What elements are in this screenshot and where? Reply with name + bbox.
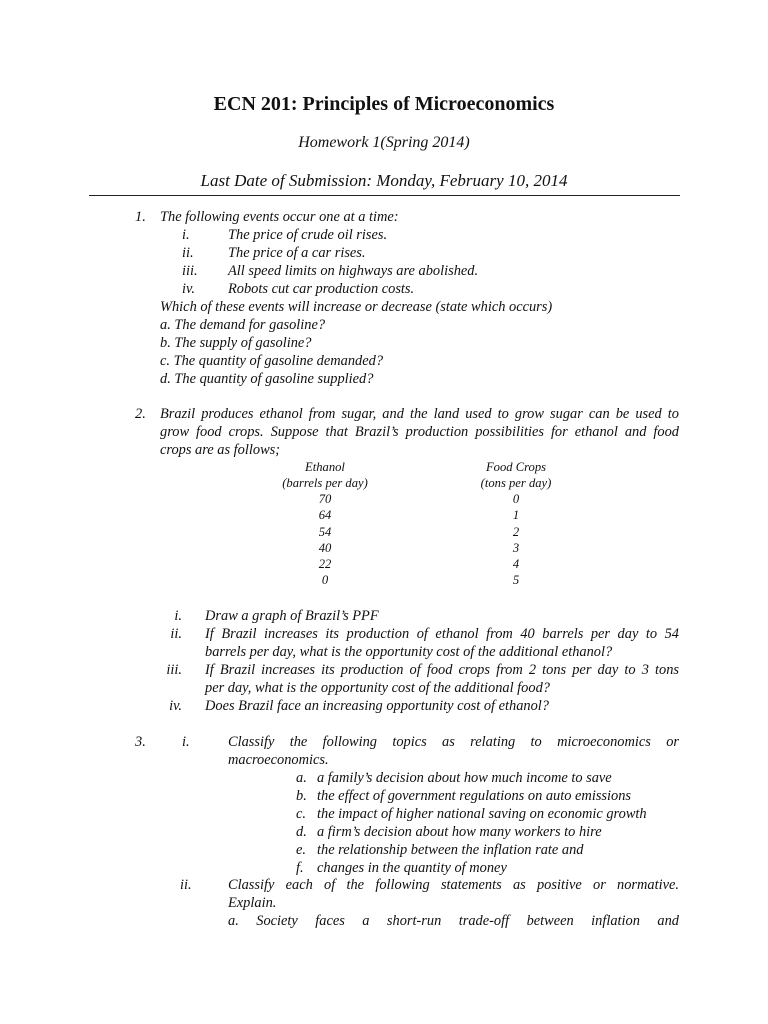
ethanol-cell: 40: [318, 541, 332, 555]
ethanol-cell: 0: [321, 573, 329, 587]
q1-part: c. The quantity of gasoline demanded?: [160, 353, 384, 369]
food-cell: 1: [512, 508, 520, 522]
q3-topic-label: f.: [296, 860, 304, 876]
q2-sub-text: Does Brazil face an increasing opportunity cost of ethanol?: [205, 698, 550, 714]
submission-deadline: Last Date of Submission: Monday, February 10, 2014: [200, 171, 568, 190]
page-title: ECN 201: Principles of Microeconomics: [213, 93, 555, 115]
food-unit: (tons per day): [480, 476, 552, 490]
q2-sub-label: i.: [174, 608, 182, 624]
q3-part-text: macroeconomics.: [228, 752, 329, 768]
q3-topic-text: the impact of higher national saving on economic growth: [317, 806, 647, 822]
q3-topic-text: a family’s decision about how much income to save: [317, 770, 612, 786]
q3-topic-text: the effect of government regulations on auto emissions: [317, 788, 632, 804]
q2-sub-label: ii.: [170, 626, 182, 642]
q1-event-text: The price of crude oil rises.: [228, 227, 388, 243]
q3-part-label: i.: [182, 734, 190, 750]
q3-topic-text: the relationship between the inflation rate and: [317, 842, 584, 858]
q1-part: b. The supply of gasoline?: [160, 335, 312, 351]
food-cell: 2: [512, 525, 520, 539]
q2-sub-label: iv.: [169, 698, 182, 714]
food-header: Food Crops: [485, 460, 547, 474]
food-cell: 4: [512, 557, 520, 571]
q1-event-text: All speed limits on highways are abolished.: [228, 263, 479, 279]
q1-event-label: iii.: [182, 263, 198, 279]
q3-statement-a: a. Society faces a short-run trade-off between inflation and: [228, 913, 679, 929]
ethanol-cell: 64: [318, 508, 332, 522]
q2-sub-text: Draw a graph of Brazil’s PPF: [205, 608, 379, 624]
food-cell: 5: [512, 573, 520, 587]
q2-sub-label: iii.: [166, 662, 182, 678]
q2-sub-text: If Brazil increases its production of ethanol from 40 barrels per day to 54: [205, 626, 679, 642]
food-cell: 3: [512, 541, 520, 555]
q2-sub-text: barrels per day, what is the opportunity cost of the additional ethanol?: [205, 644, 613, 660]
q2-sub-text: If Brazil increases its production of food crops from 2 tons per day to 3 tons: [205, 662, 679, 678]
ethanol-cell: 54: [318, 525, 332, 539]
ethanol-unit: (barrels per day): [282, 476, 368, 490]
q1-intro: The following events occur one at a time:: [160, 209, 399, 225]
ethanol-cell: 70: [318, 492, 332, 506]
q1-event-text: The price of a car rises.: [228, 245, 366, 261]
q3-topic-label: c.: [296, 806, 306, 822]
q2-intro-line: crops are as follows;: [160, 442, 281, 458]
q3-number: 3.: [135, 734, 146, 750]
q3-topic-label: d.: [296, 824, 307, 840]
q1-event-label: iv.: [182, 281, 195, 297]
q3-part-label: ii.: [180, 877, 192, 893]
q3-topic-label: a.: [296, 770, 307, 786]
q1-event-text: Robots cut car production costs.: [228, 281, 415, 297]
q3-part-text: Classify each of the following statements as positive or normative.: [228, 877, 679, 893]
q1-question: Which of these events will increase or decrease (state which occurs): [160, 299, 553, 315]
q3-topic-text: a firm’s decision about how many workers to hire: [317, 824, 602, 840]
ethanol-header: Ethanol: [305, 460, 345, 474]
q3-topic-label: e.: [296, 842, 306, 858]
q2-sub-text: per day, what is the opportunity cost of the additional food?: [205, 680, 550, 696]
q1-part: a. The demand for gasoline?: [160, 317, 326, 333]
homework-subtitle: Homework 1(Spring 2014): [298, 134, 470, 151]
q3-topic-text: changes in the quantity of money: [317, 860, 507, 876]
q2-number: 2.: [135, 406, 146, 422]
header-divider: [89, 195, 680, 196]
q1-number: 1.: [135, 209, 146, 225]
q3-part-text: Explain.: [228, 895, 277, 911]
q1-part: d. The quantity of gasoline supplied?: [160, 371, 374, 387]
q3-topic-label: b.: [296, 788, 307, 804]
q2-intro-line: Brazil produces ethanol from sugar, and the land used to grow sugar can be used to: [160, 406, 679, 422]
q1-event-label: i.: [182, 227, 190, 243]
q1-event-label: ii.: [182, 245, 194, 261]
q3-part-text: Classify the following topics as relating to microeconomics or: [228, 734, 679, 750]
q2-intro-line: grow food crops. Suppose that Brazil’s production possibilities for ethanol and food: [160, 424, 679, 440]
food-cell: 0: [512, 492, 520, 506]
ethanol-cell: 22: [318, 557, 332, 571]
